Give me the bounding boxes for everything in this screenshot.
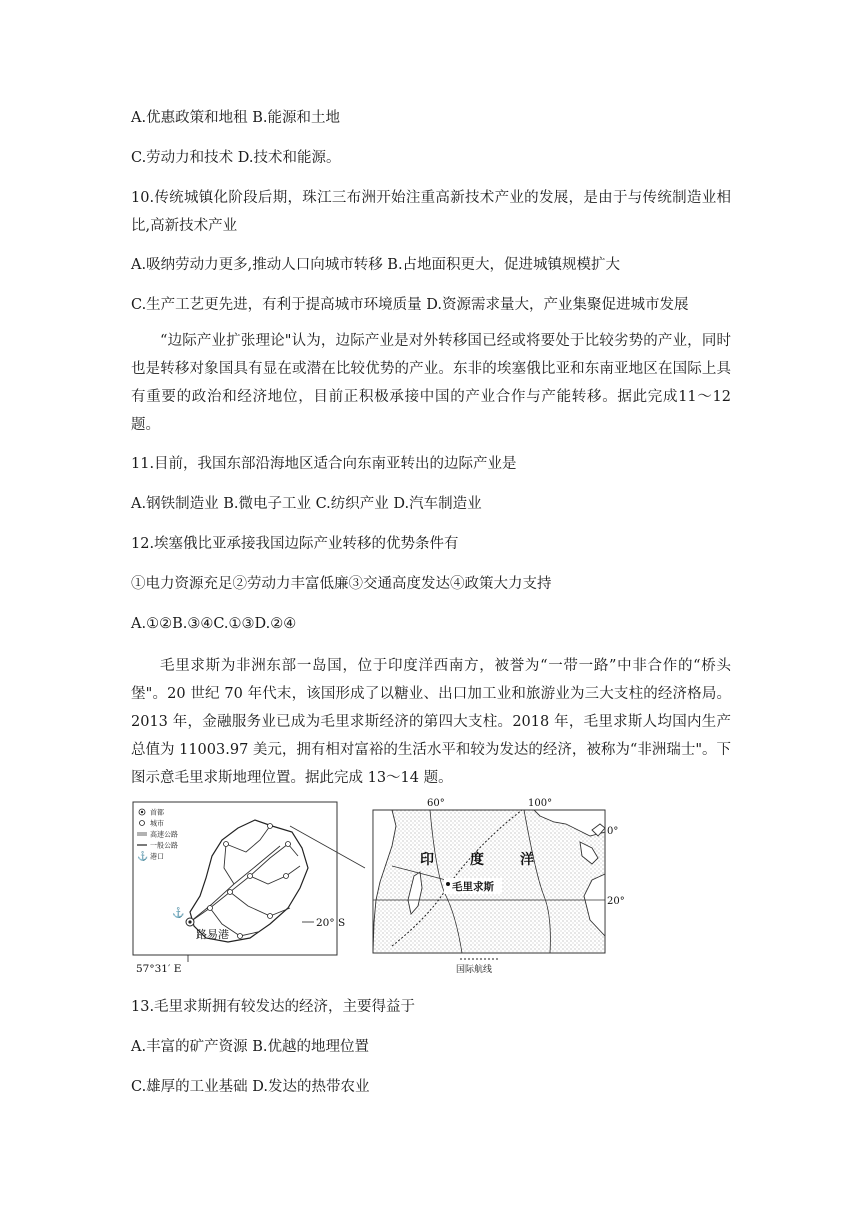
option-line-c-d: C.劳动力和技术 D.技术和能源。 (131, 150, 341, 166)
passage-11-12: “边际产业扩张理论"认为，边际产业是对外转移国已经或将要处于比较劣势的产业，同时也是转移对象国具有显在或潜在比较优势的产业。东非的埃塞俄比亚和东南亚地区在国际上具有重要的政治和经济地位，目前正积极承接中国的产业合作与产能转移。据此完成11～12 题。 (131, 333, 731, 433)
q11-options: A.钢铁制造业 B.微电子工业 C.纺织产业 D.汽车制造业 (131, 496, 482, 512)
legend-expressway: 高速公路 (150, 830, 178, 839)
anchor-icon: ⚓ (172, 908, 185, 919)
q12-statements: ①电力资源充足②劳动力丰富低廉③交通高度发达④政策大力支持 (131, 576, 552, 592)
indian-ocean-map (373, 798, 625, 975)
port-label: 路易港 (196, 928, 229, 941)
question-11: 11.目前，我国东部沿海地区适合向东南亚转出的边际产业是 (131, 456, 517, 472)
lon-100-label: 100° (528, 798, 553, 809)
ocean-char-3: 洋 (520, 852, 534, 868)
question-10: 10.传统城镇化阶段后期，珠江三布洲开始注重高新技术产业的发展，是由于与传统制造业相比,高新技术产业 (131, 190, 731, 234)
q13-options-c-d: C.雄厚的工业基础 D.发达的热带农业 (131, 1079, 370, 1095)
legend-city: 城市 (150, 819, 164, 828)
lat-20-label: 20° (607, 896, 625, 907)
q12-options: A.①②B.③④C.①③D.②④ (131, 616, 297, 632)
question-12: 12.埃塞俄比亚承接我国边际产业转移的优势条件有 (131, 536, 459, 552)
lat-0-label: 0° (607, 826, 619, 837)
latitude-label: 20° S (316, 917, 346, 929)
ocean-char-1: 印 (420, 852, 434, 868)
question-13: 13.毛里求斯拥有较发达的经济，主要得益于 (131, 999, 416, 1015)
option-line-a-b: A.优惠政策和地租 B.能源和土地 (131, 110, 340, 126)
ocean-char-2: 度 (470, 852, 484, 868)
passage-13-14: 毛里求斯为非洲东部一岛国，位于印度洋西南方，被誉为“一带一路”中非合作的“桥头堡"。20 世纪 70 年代末，该国形成了以糖业、出口加工业和旅游业为三大支柱的经济格局。2013 年，金融服务业已成为毛里求斯经济的第四大支柱。2018 年，毛里求斯人均国内生产总值为 11003.97 美元，拥有相对富裕的生活水平和较为发达的经济，被称为“非洲瑞士"。下图示意毛里求斯地理位置。据此完成 13～14 题。 (131, 658, 731, 786)
legend-port: 港口 (150, 852, 164, 861)
mauritius-label: 毛里求斯 (452, 881, 494, 893)
q10-options-c-d: C.生产工艺更先进，有利于提高城市环境质量 D.资源需求量大，产业集聚促进城市发展 (131, 297, 689, 313)
lon-60-label: 60° (427, 798, 445, 809)
route-legend-label: 国际航线 (456, 965, 493, 975)
legend-road: 一般公路 (150, 841, 178, 850)
svg-text:⚓: ⚓ (137, 852, 149, 862)
q13-options-a-b: A.丰富的矿产资源 B.优越的地理位置 (131, 1039, 369, 1055)
mauritius-location-figure (130, 796, 630, 976)
longitude-label: 57°31′ E (136, 963, 182, 975)
mauritius-island-map (133, 802, 365, 975)
q10-options-a-b: A.吸纳劳动力更多,推动人口向城市转移 B.占地面积更大，促进城镇规模扩大 (131, 257, 621, 273)
legend-capital: 首都 (150, 808, 164, 817)
